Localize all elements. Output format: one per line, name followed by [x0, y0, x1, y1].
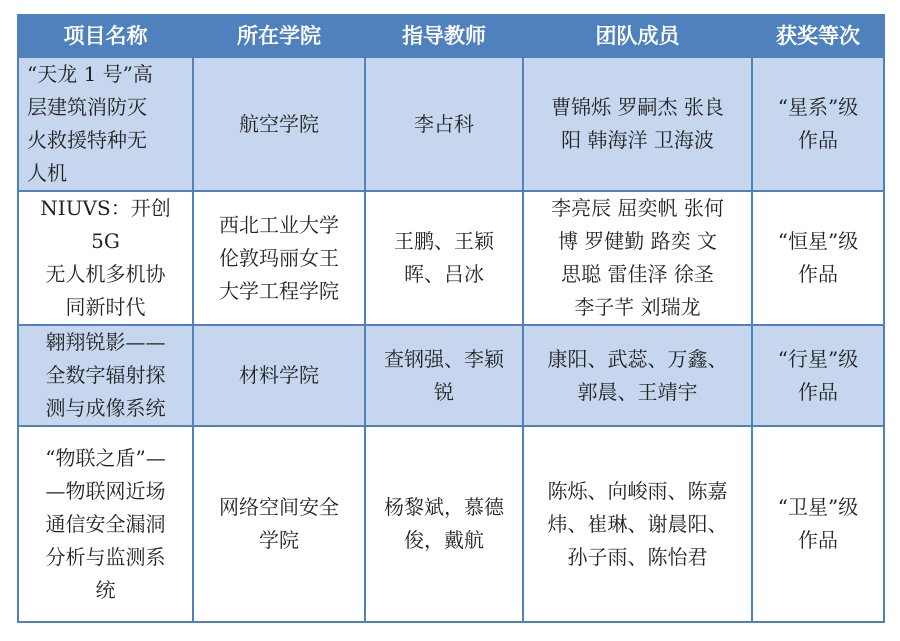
project-name-cell — [18, 426, 193, 622]
college: 网络空间安全 学院 — [219, 495, 339, 552]
project-name-cell — [18, 57, 193, 191]
table-row — [18, 325, 884, 426]
advisor: 王鹏、王颖 晖、吕冰 — [394, 229, 494, 286]
project-name-cell — [18, 191, 193, 325]
team-members-cell — [523, 191, 752, 325]
header-advisor: 指导教师 — [365, 15, 523, 57]
award-level: “卫星”级 作品 — [777, 495, 859, 552]
college-cell — [193, 426, 365, 622]
college: 材料学院 — [239, 363, 319, 387]
college: 西北工业大学 伦敦玛丽女王 大学工程学院 — [219, 212, 339, 303]
college-cell — [193, 57, 365, 191]
advisor-cell — [365, 426, 523, 622]
team-members-cell — [523, 325, 752, 426]
project-name: 翱翔锐影—— 全数字辐射探 测与成像系统 — [45, 330, 166, 420]
awards-table-container — [17, 14, 883, 623]
project-name: NIUVS：开创 5G 无人机多机协 同新时代 — [40, 196, 171, 319]
advisor: 李占科 — [414, 111, 474, 136]
advisor-cell — [365, 191, 523, 325]
table-row — [18, 191, 884, 325]
college-cell — [193, 325, 365, 426]
awards-table — [17, 14, 885, 623]
table-row — [18, 426, 884, 622]
award-level: “行星”级 作品 — [777, 346, 859, 404]
team-members: 陈烁、向峻雨、陈嘉 炜、崔琳、谢晨阳、 孙子雨、陈怡君 — [547, 478, 728, 569]
header-team-members: 团队成员 — [523, 15, 752, 57]
award-level-cell — [752, 191, 884, 325]
advisor: 杨黎斌，慕德 俊，戴航 — [384, 495, 504, 552]
team-members: 曹锦烁 罗嗣杰 张良 阳 韩海洋 卫海波 — [551, 95, 724, 152]
college-cell — [193, 191, 365, 325]
header-award-level: 获奖等次 — [752, 15, 884, 57]
header-row — [18, 15, 884, 57]
project-name-cell — [18, 325, 193, 426]
award-level-cell — [752, 426, 884, 622]
table-row — [18, 57, 884, 191]
header-college: 所在学院 — [193, 15, 365, 57]
advisor-cell — [365, 325, 523, 426]
award-level: “星系”级 作品 — [777, 95, 859, 152]
team-members: 李亮辰 屈奕帆 张何 博 罗健勤 路奕 文 思聪 雷佳泽 徐圣 李子芊 刘瑞龙 — [551, 196, 724, 319]
award-level-cell — [752, 57, 884, 191]
project-name: “天龙 1 号”高 层建筑消防灭 火救援特种无 人机 — [27, 62, 153, 185]
advisor-cell — [365, 57, 523, 191]
advisor: 查钢强、李颖 锐 — [384, 346, 504, 404]
header-project-name: 项目名称 — [18, 15, 193, 57]
award-level: “恒星”级 作品 — [777, 229, 859, 286]
team-members: 康阳、武蕊、万鑫、 郭晨、王靖宇 — [547, 346, 728, 404]
team-members-cell — [523, 57, 752, 191]
award-level-cell — [752, 325, 884, 426]
project-name: “物联之盾”— —物联网近场 通信安全漏洞 分析与监测系 统 — [45, 445, 166, 602]
team-members-cell — [523, 426, 752, 622]
college: 航空学院 — [239, 111, 319, 136]
